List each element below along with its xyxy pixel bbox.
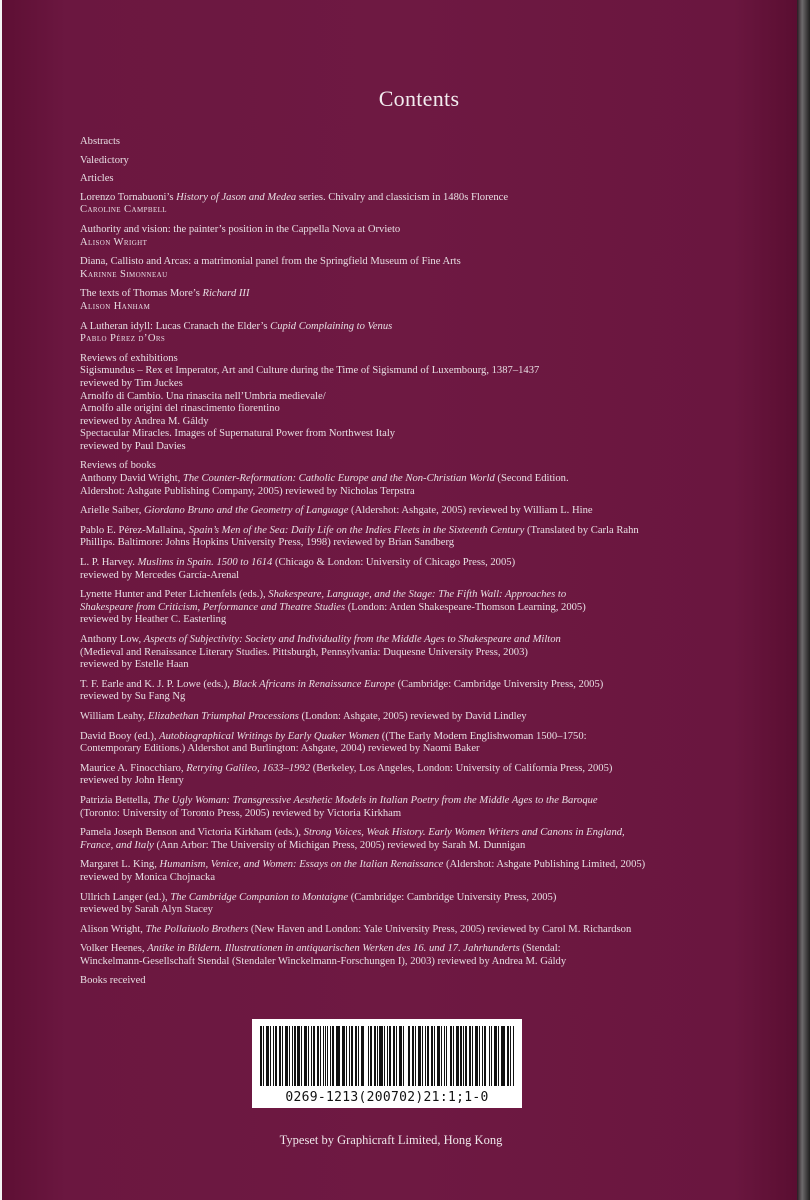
book-review: Margaret L. King, Humanism, Venice, and Women: Essays on the Italian Renaissance (Aldershot: Ashgate Publishing Limited, 2005) reviewed by Monica Chojnacka xyxy=(80,859,646,883)
article-author: Caroline Campbell xyxy=(80,204,167,216)
exhibition-line: Spectacular Miracles. Images of Supernatural Power from Northwest Italy xyxy=(80,428,396,440)
article-author: Alison Wright xyxy=(80,236,148,248)
exhibition-reviews xyxy=(80,353,685,454)
exhibition-line: Arnolfo alle origini del rinascimento fiorentino xyxy=(80,403,280,415)
page-title: Contents xyxy=(378,86,460,111)
exhibition-line: reviewed by Paul Davies xyxy=(80,440,186,452)
exhibition-line: Sigismundus – Rex et Imperator, Art and Culture during the Time of Sigismund of Luxembourg, 1387–1437 xyxy=(80,365,540,377)
typeset-credit: Typeset by Graphicraft Limited, Hong Kong xyxy=(279,1133,503,1147)
article-entry: The texts of Thomas More’s Richard III Alison Hanham xyxy=(80,288,685,313)
book-review: Pamela Joseph Benson and Victoria Kirkham (eds.), Strong Voices, Weak History. Early Women Writers and Canons in England, France, and Italy (Ann Arbor: The University of Michigan Press, 2005) reviewed by Sarah M. Dunnigan xyxy=(80,827,625,851)
article-entry: Lorenzo Tornabuoni’s History of Jason and Medea series. Chivalry and classicism in 1480s Florence Caroline Campbell xyxy=(80,192,685,217)
section-books-received: Books received xyxy=(80,975,146,987)
section-articles: Articles xyxy=(80,173,114,185)
book-review: Ullrich Langer (ed.), The Cambridge Companion to Montaigne (Cambridge: Cambridge University Press, 2005) reviewed by Sarah Alyn Stacey xyxy=(80,891,557,916)
book-review: David Booy (ed.), Autobiographical Writings by Early Quaker Women ((The Early Modern Englishwoman 1500–1750: Contemporary Editions.) Aldershot and Burlington: Ashgate, 2004) reviewed by Naomi Baker xyxy=(80,730,587,755)
book-review: Arielle Saiber, Giordano Bruno and the Geometry of Language (Aldershot: Ashgate, 2005) reviewed by William L. Hine xyxy=(80,505,593,517)
exhibition-line: reviewed by Andrea M. Gáldy xyxy=(80,415,209,427)
book-review: Patrizia Bettella, The Ugly Woman: Transgressive Aesthetic Models in Italian Poetry from the Middle Ages to the Baroque (Toronto: University of Toronto Press, 2005) reviewed by Victoria Kirkham xyxy=(80,794,598,819)
book-review: William Leahy, Elizabethan Triumphal Processions (London: Ashgate, 2005) reviewed by David Lindley xyxy=(80,710,527,722)
book-review: T. F. Earle and K. J. P. Lowe (eds.), Black Africans in Renaissance Europe (Cambridge: Cambridge University Press, 2005) reviewed by Su Fang Ng xyxy=(80,678,604,703)
table-of-contents xyxy=(80,136,685,988)
book-review: Reviews of books Anthony David Wright, The Counter-Reformation: Catholic Europe and the Non-Christian World (Second Edition. Aldershot: Ashgate Publishing Company, 2005) reviewed by Nicholas Terpstra xyxy=(80,460,685,498)
section-abstracts: Abstracts xyxy=(80,136,121,147)
book-reviews-heading: Reviews of books xyxy=(80,460,156,472)
back-cover xyxy=(2,0,797,1200)
exhibition-line: Arnolfo di Cambio. Una rinascita nell’Umbria medievale/ xyxy=(80,390,326,402)
article-entry: Authority and vision: the painter’s position in the Cappella Nova at Orvieto Alison Wright xyxy=(80,224,685,249)
barcode-bars xyxy=(260,1026,514,1086)
book-review: L. P. Harvey. Muslims in Spain. 1500 to 1614 (Chicago & London: University of Chicago Press, 2005) reviewed by Mercedes García-Arenal xyxy=(80,557,516,581)
book-review: Pablo E. Pérez-Mallaína, Spain’s Men of the Sea: Daily Life on the Indies Fleets in the Sixteenth Century (Translated by Carla Rahn Phillips. Baltimore: Johns Hopkins University Press, 1998) reviewed by Brian Sandberg xyxy=(80,524,639,549)
book-review: Alison Wright, The Pollaiuolo Brothers (New Haven and London: Yale University Press, 2005) reviewed by Carol M. Richardson xyxy=(80,923,632,935)
book-review: Anthony Low, Aspects of Subjectivity: Society and Individuality from the Middle Ages to Shakespeare and Milton (Medieval and Renaissance Literary Studies. Pittsburgh, Pennsylvania: Duquesne University Press, 2003) reviewed by Estelle Haan xyxy=(80,634,561,671)
exhibition-heading: Reviews of exhibitions xyxy=(80,352,178,364)
article-author: Alison Hanham xyxy=(80,300,151,312)
article-author: Pablo Pérez d’Ors xyxy=(80,333,166,345)
barcode-number: 0269-1213(200702)21:1;1-0 xyxy=(285,1090,489,1105)
exhibition-line: reviewed by Tim Juckes xyxy=(80,377,183,389)
article-entry: A Lutheran idyll: Lucas Cranach the Elder’s Cupid Complaining to Venus Pablo Pérez d’Ors xyxy=(80,321,685,346)
article-entry: Diana, Callisto and Arcas: a matrimonial panel from the Springfield Museum of Fine Arts Karinne Simonneau xyxy=(80,256,685,281)
book-spine-edge xyxy=(797,0,810,1200)
section-valedictory: Valedictory xyxy=(80,154,129,166)
book-review: Lynette Hunter and Peter Lichtenfels (eds.), Shakespeare, Language, and the Stage: The Fifth Wall: Approaches to Shakespeare from Criticism, Performance and Theatre Studies (London: Arden Shakespeare-Thomson Learning, 2005) reviewed by Heather C. Easterling xyxy=(80,589,586,626)
barcode xyxy=(252,1019,522,1108)
book-review: Volker Heenes, Antike in Bildern. Illustrationen in antiquarischen Werken des 16. und 17. Jahrhunderts (Stendal: Winckelmann-Gesellschaft Stendal (Stendaler Winckelmann-Forschungen I), 2003) reviewed by Andrea M. Gáldy xyxy=(80,943,567,967)
article-author: Karinne Simonneau xyxy=(80,268,168,280)
book-review: Maurice A. Finocchiaro, Retrying Galileo, 1633–1992 (Berkeley, Los Angeles, London: University of California Press, 2005) reviewed by John Henry xyxy=(80,762,613,787)
